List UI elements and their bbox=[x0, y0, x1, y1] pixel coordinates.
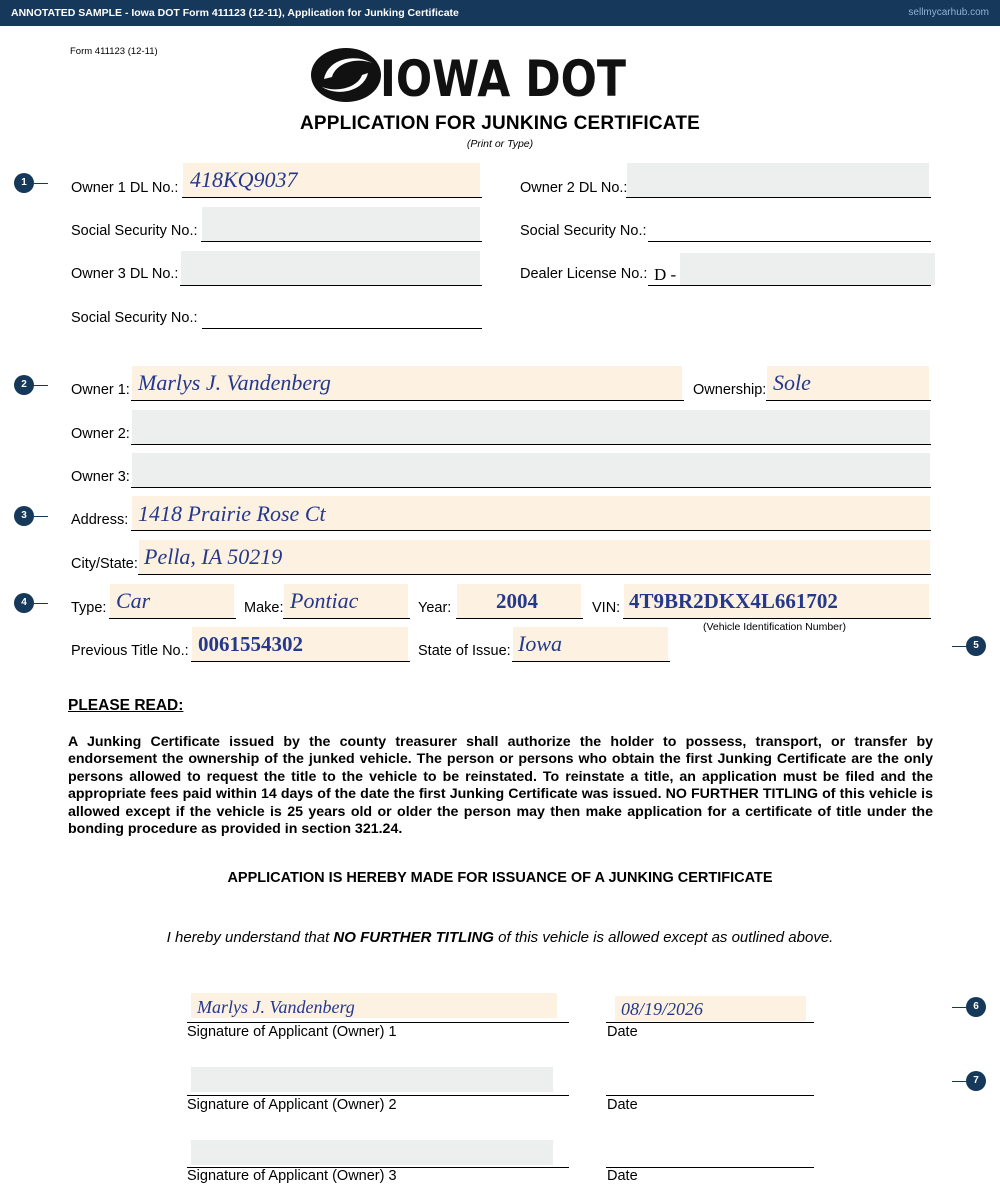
ssn1-label: Social Security No.: bbox=[71, 223, 198, 239]
signature2-field[interactable] bbox=[191, 1067, 553, 1092]
owner1-dl-value: 418KQ9037 bbox=[190, 167, 298, 192]
vin-caption: (Vehicle Identification Number) bbox=[703, 621, 846, 633]
owner3-label: Owner 3: bbox=[71, 469, 130, 485]
owner1-dl-label: Owner 1 DL No.: bbox=[71, 180, 179, 196]
application-statement: APPLICATION IS HEREBY MADE FOR ISSUANCE OF A JUNKING CERTIFICATE bbox=[227, 870, 773, 886]
owner3-dl-label: Owner 3 DL No.: bbox=[71, 266, 179, 282]
ssn3-label: Social Security No.: bbox=[71, 310, 198, 326]
marker-tick bbox=[34, 183, 48, 184]
year-label: Year: bbox=[418, 600, 452, 616]
annotation-marker-7: 7 bbox=[966, 1071, 986, 1091]
owner1-value: Marlys J. Vandenberg bbox=[138, 370, 331, 395]
ssn2-label: Social Security No.: bbox=[520, 223, 647, 239]
marker-tick bbox=[952, 1081, 966, 1082]
owner3-field[interactable] bbox=[132, 453, 930, 487]
make-value: Pontiac bbox=[290, 588, 359, 613]
year-value: 2004 bbox=[496, 589, 538, 613]
ssn1-field[interactable] bbox=[202, 207, 480, 241]
ssn3-field[interactable] bbox=[202, 328, 482, 329]
signature1-value: Marlys J. Vandenberg bbox=[197, 997, 355, 1017]
form-title: APPLICATION FOR JUNKING CERTIFICATE bbox=[299, 113, 701, 134]
ownership-value: Sole bbox=[773, 370, 811, 395]
previous-title-value: 0061554302 bbox=[198, 632, 303, 656]
form-number: Form 411123 (12-11) bbox=[70, 46, 158, 57]
iowa-dot-logo bbox=[310, 45, 630, 108]
form-subtitle: (Print or Type) bbox=[466, 138, 534, 150]
signature1-label: Signature of Applicant (Owner) 1 bbox=[187, 1024, 397, 1040]
please-read-heading: PLEASE READ: bbox=[68, 697, 184, 714]
logo-text: IOWA DOT bbox=[380, 50, 626, 108]
banner-site-link[interactable]: sellmycarhub.com bbox=[908, 7, 989, 18]
owner2-label: Owner 2: bbox=[71, 426, 130, 442]
previous-title-label: Previous Title No.: bbox=[71, 643, 189, 659]
signature3-label: Signature of Applicant (Owner) 3 bbox=[187, 1168, 397, 1184]
address-label: Address: bbox=[71, 512, 129, 528]
signature3-field[interactable] bbox=[191, 1140, 553, 1165]
dealer-license-field[interactable] bbox=[680, 253, 935, 285]
address-value: 1418 Prairie Rose Ct bbox=[138, 501, 326, 526]
marker-tick bbox=[34, 385, 48, 386]
marker-tick bbox=[34, 603, 48, 604]
vin-label: VIN: bbox=[592, 600, 621, 616]
owner2-field[interactable] bbox=[132, 410, 930, 444]
marker-tick bbox=[34, 516, 48, 517]
city-state-value: Pella, IA 50219 bbox=[144, 544, 283, 569]
owner3-dl-field[interactable] bbox=[181, 251, 480, 285]
type-label: Type: bbox=[71, 600, 107, 616]
annotation-marker-1: 1 bbox=[14, 173, 34, 193]
annotation-marker-2: 2 bbox=[14, 375, 34, 395]
state-of-issue-value: Iowa bbox=[518, 631, 562, 656]
top-banner bbox=[0, 0, 1000, 26]
city-state-label: City/State: bbox=[71, 556, 138, 572]
annotation-marker-5: 5 bbox=[966, 636, 986, 656]
notice-paragraph: A Junking Certificate issued by the county treasurer shall authorize the holder to possess, transport, or transfer by endorsement the ownership of the junked vehicle. The person or persons who obtain the first Junking Certificate are the only persons allowed to request the title to the vehicle to be reinstated. To reinstate a title, an application must be filed and the appropriate fees paid within 14 days of the date the first Junking Certificate was issued. NO FURTHER TITLING of this vehicle is allowed except if the vehicle is 25 years old or older the person may then make application for a certificate of title under the bonding procedure as provided in section 321.24. bbox=[68, 734, 933, 838]
annotation-marker-3: 3 bbox=[14, 506, 34, 526]
understanding-statement: I hereby understand that NO FURTHER TITLING of this vehicle is allowed except as outlined above. bbox=[166, 929, 834, 946]
date1-value: 08/19/2026 bbox=[621, 999, 704, 1019]
owner1-label: Owner 1: bbox=[71, 382, 130, 398]
dealer-license-label: Dealer License No.: bbox=[520, 266, 648, 282]
owner2-dl-field[interactable] bbox=[627, 163, 929, 197]
marker-tick bbox=[952, 646, 966, 647]
ssn2-field[interactable] bbox=[648, 241, 931, 242]
date2-label: Date bbox=[607, 1097, 638, 1113]
banner-title: ANNOTATED SAMPLE - Iowa DOT Form 411123 (12-11), Application for Junking Certificate bbox=[11, 7, 459, 19]
marker-tick bbox=[952, 1007, 966, 1008]
annotation-marker-4: 4 bbox=[14, 593, 34, 613]
dealer-prefix: D - bbox=[654, 265, 677, 284]
date1-label: Date bbox=[607, 1024, 638, 1040]
owner2-dl-label: Owner 2 DL No.: bbox=[520, 180, 628, 196]
vin-value: 4T9BR2DKX4L661702 bbox=[629, 589, 838, 613]
signature2-label: Signature of Applicant (Owner) 2 bbox=[187, 1097, 397, 1113]
annotation-marker-6: 6 bbox=[966, 997, 986, 1017]
date3-label: Date bbox=[607, 1168, 638, 1184]
date2-field[interactable] bbox=[606, 1095, 814, 1096]
ownership-label: Ownership: bbox=[693, 382, 767, 398]
state-of-issue-label: State of Issue: bbox=[418, 643, 511, 659]
type-value: Car bbox=[116, 588, 151, 613]
make-label: Make: bbox=[244, 600, 284, 616]
